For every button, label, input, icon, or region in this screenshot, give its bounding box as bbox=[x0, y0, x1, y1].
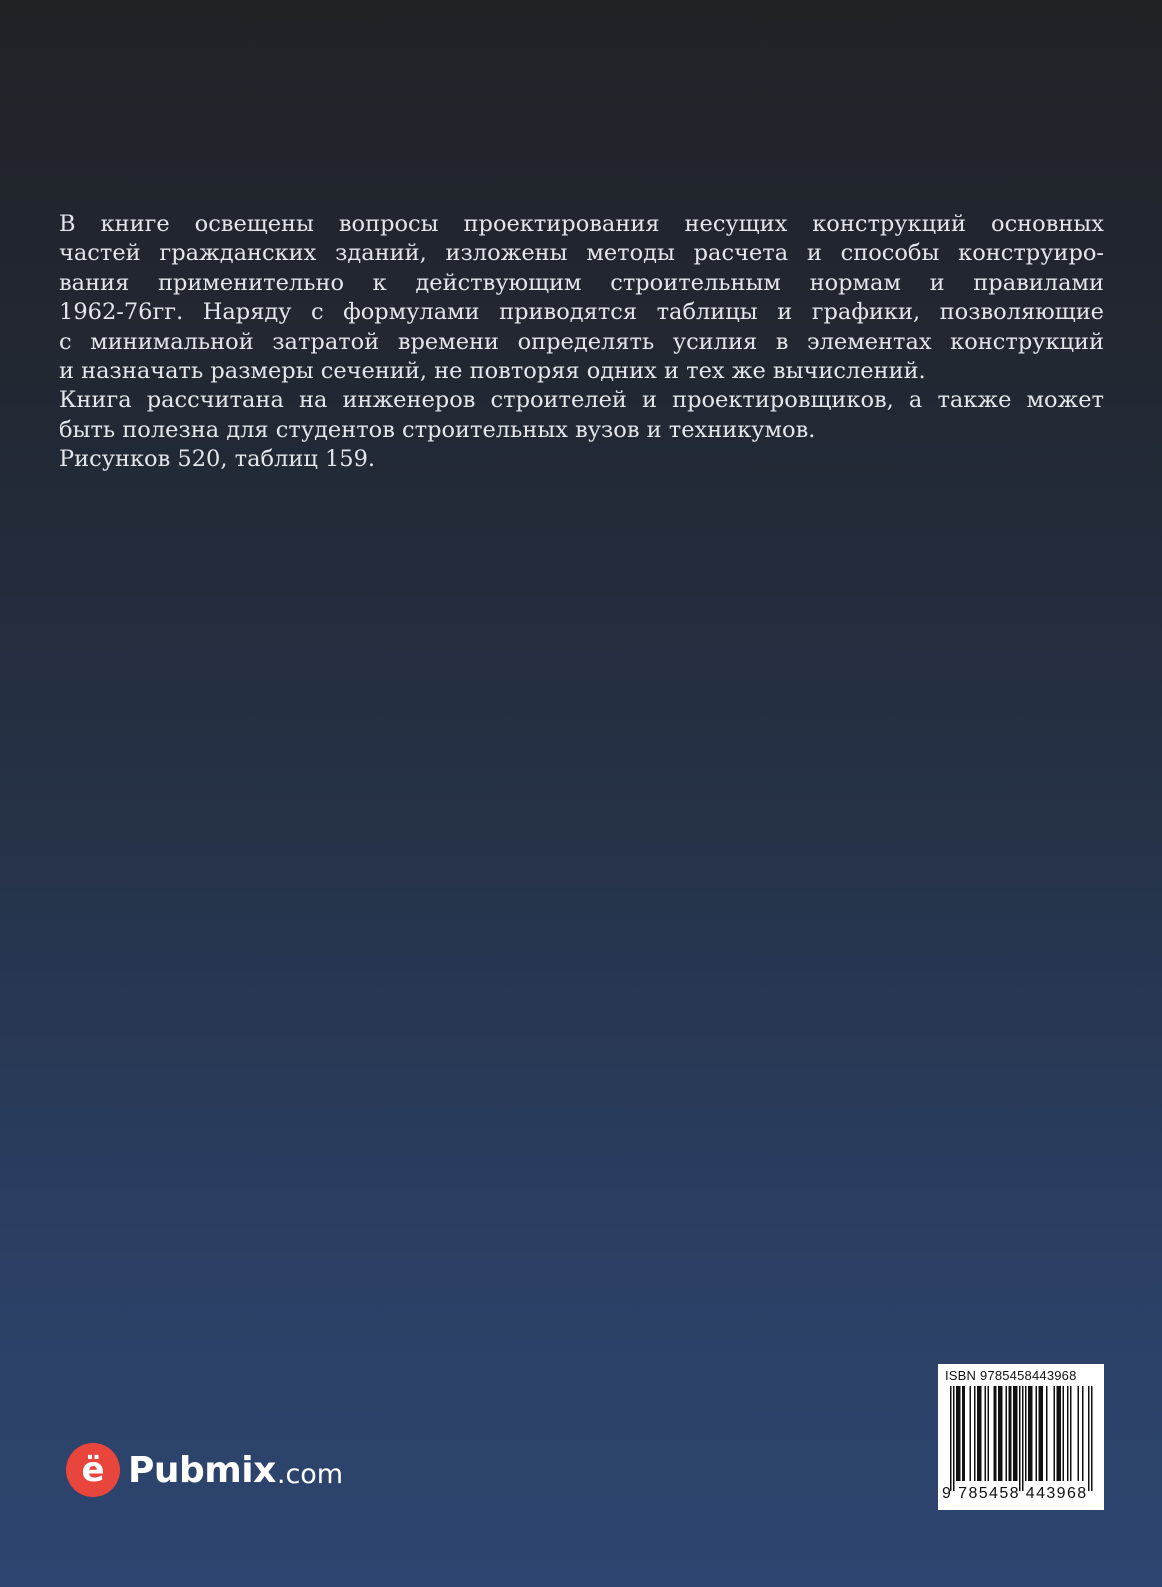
barcode-bar bbox=[977, 1386, 979, 1481]
barcode-bar bbox=[1054, 1386, 1056, 1481]
annotation-line: быть полезна для студентов строительных вузов и техникумов. bbox=[59, 416, 816, 443]
barcode-bar bbox=[1001, 1386, 1003, 1481]
barcode-bar bbox=[1006, 1386, 1008, 1481]
barcode-bar bbox=[988, 1386, 990, 1481]
annotation-line: частей гражданских зданий, изложены методы расчета и способы конструиро- bbox=[59, 240, 1104, 267]
barcode-bar bbox=[1022, 1386, 1024, 1491]
barcode-bar bbox=[1060, 1386, 1062, 1481]
barcode-bar bbox=[979, 1386, 981, 1481]
publisher-domain: .com bbox=[276, 1458, 344, 1490]
barcode-bar bbox=[1039, 1386, 1041, 1481]
barcode-bar bbox=[1019, 1386, 1021, 1491]
barcode-bar bbox=[1057, 1386, 1059, 1481]
barcode-bar bbox=[980, 1386, 982, 1481]
barcode-bar bbox=[1000, 1386, 1002, 1481]
barcode-digits: 9 785458 443968 bbox=[942, 1485, 1088, 1502]
barcode-bar bbox=[950, 1386, 952, 1491]
barcode-bar bbox=[953, 1386, 955, 1491]
barcode-bar bbox=[1042, 1386, 1044, 1481]
barcode-bar bbox=[1028, 1386, 1030, 1481]
figures-tables-count: Рисунков 520, таблиц 159. bbox=[59, 446, 376, 473]
barcode-bar bbox=[964, 1386, 966, 1481]
barcode-bar bbox=[1063, 1386, 1065, 1481]
barcode-bar bbox=[1078, 1386, 1080, 1481]
barcode-bar bbox=[995, 1386, 997, 1481]
isbn-label: ISBN 9785458443968 bbox=[945, 1368, 1077, 1383]
barcode-bar bbox=[956, 1386, 958, 1481]
barcode-bar bbox=[974, 1386, 976, 1481]
annotation-line: и назначать размеры сечений, не повторяя одних и тех же вычислений. bbox=[59, 358, 926, 385]
barcode-bar bbox=[1009, 1386, 1011, 1481]
barcode-bar bbox=[1016, 1386, 1018, 1481]
barcode-bar bbox=[1010, 1386, 1012, 1481]
isbn-barcode bbox=[938, 1364, 1104, 1510]
barcode-bar bbox=[1013, 1386, 1015, 1481]
publisher-logo bbox=[66, 1443, 343, 1497]
barcode-bar bbox=[1088, 1386, 1090, 1491]
barcode-bar bbox=[1070, 1386, 1072, 1481]
barcode-bar bbox=[1091, 1386, 1093, 1491]
badge-glyph: ё bbox=[81, 1450, 105, 1490]
barcode-bar bbox=[959, 1386, 961, 1481]
barcode-bar bbox=[1082, 1386, 1084, 1481]
annotation-text bbox=[59, 210, 1104, 475]
publisher-name: Pubmix bbox=[128, 1449, 276, 1491]
barcode-bar bbox=[1031, 1386, 1033, 1481]
annotation-line: с минимальной затратой времени определять усилия в элементах конструкций bbox=[59, 328, 1104, 355]
barcode-bar bbox=[1030, 1386, 1032, 1481]
barcode-bar bbox=[994, 1386, 996, 1481]
barcode-bar bbox=[1025, 1386, 1027, 1481]
barcode-bar bbox=[970, 1386, 972, 1481]
publisher-badge-icon bbox=[66, 1443, 120, 1497]
barcode-bar bbox=[1036, 1386, 1038, 1481]
barcode-bar bbox=[1040, 1386, 1042, 1481]
annotation-line: вания применительно к действующим строительным нормам и правилами bbox=[59, 269, 1104, 296]
annotation-line: Книга рассчитана на инженеров строителей и проектировщиков, а также может bbox=[59, 387, 1104, 414]
barcode-bar bbox=[1058, 1386, 1060, 1481]
barcode-bar bbox=[985, 1386, 987, 1481]
annotation-line: В книге освещены вопросы проектирования несущих конструкций основных bbox=[59, 211, 1104, 237]
barcode-bar bbox=[1046, 1386, 1048, 1481]
barcode-bar bbox=[958, 1386, 960, 1481]
barcode-bar bbox=[1067, 1386, 1069, 1481]
annotation-line: 1962-76гг. Наряду с формулами приводятся таблицы и графики, позволяющие bbox=[59, 299, 1104, 326]
barcode-bar bbox=[1015, 1386, 1017, 1481]
barcode-bar bbox=[998, 1386, 1000, 1481]
barcode-bar bbox=[962, 1386, 964, 1481]
